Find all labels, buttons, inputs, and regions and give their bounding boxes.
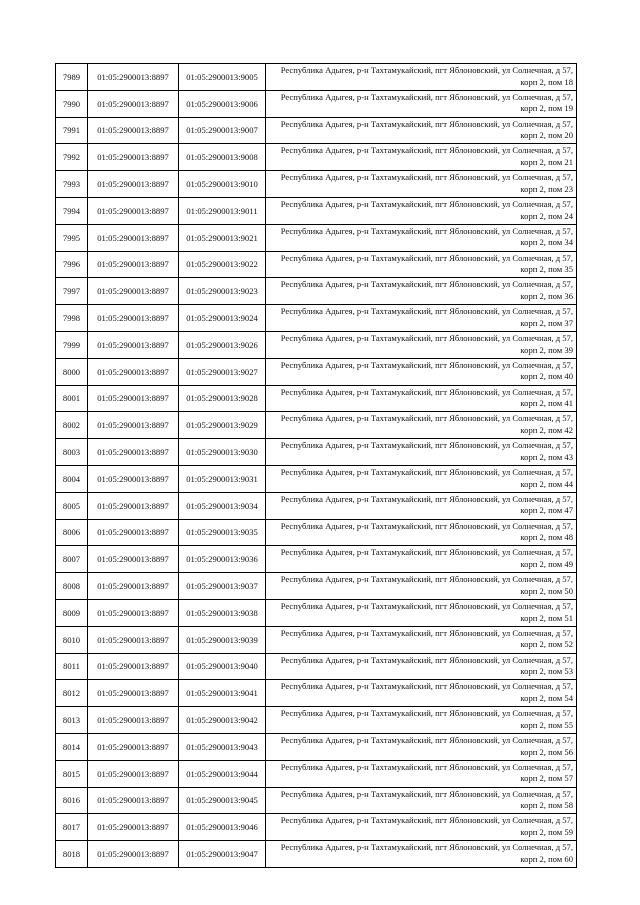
cadastral-number-cell: 01:05:2900013:9041 <box>179 680 266 707</box>
table-row <box>56 626 577 653</box>
cadastral-number-cell: 01:05:2900013:9044 <box>179 760 266 787</box>
parent-cadastral-number-cell: 01:05:2900013:8897 <box>88 760 179 787</box>
row-number-cell: 8006 <box>56 519 88 546</box>
address-cell: Республика Адыгея, р-н Тахтамукайский, пгт Яблоновский, ул Солнечная, д 57, корп 2, пом 24 <box>266 197 577 224</box>
address-cell: Республика Адыгея, р-н Тахтамукайский, пгт Яблоновский, ул Солнечная, д 57, корп 2, пом 41 <box>266 385 577 412</box>
row-number-cell: 8010 <box>56 626 88 653</box>
cadastral-number-cell: 01:05:2900013:9036 <box>179 546 266 573</box>
table-row <box>56 331 577 358</box>
table-row <box>56 760 577 787</box>
address-cell: Республика Адыгея, р-н Тахтамукайский, пгт Яблоновский, ул Солнечная, д 57, корп 2, пом 21 <box>266 144 577 171</box>
table-row <box>56 733 577 760</box>
row-number-cell: 8018 <box>56 841 88 868</box>
row-number-cell: 7997 <box>56 278 88 305</box>
cadastral-number-cell: 01:05:2900013:9046 <box>179 814 266 841</box>
table-row <box>56 546 577 573</box>
table-row <box>56 814 577 841</box>
table-row <box>56 519 577 546</box>
parent-cadastral-number-cell: 01:05:2900013:8897 <box>88 278 179 305</box>
parent-cadastral-number-cell: 01:05:2900013:8897 <box>88 412 179 439</box>
parent-cadastral-number-cell: 01:05:2900013:8897 <box>88 814 179 841</box>
address-cell: Республика Адыгея, р-н Тахтамукайский, пгт Яблоновский, ул Солнечная, д 57, корп 2, пом 49 <box>266 546 577 573</box>
row-number-cell: 8005 <box>56 492 88 519</box>
cadastral-number-cell: 01:05:2900013:9034 <box>179 492 266 519</box>
table-row <box>56 64 577 91</box>
cadastral-number-cell: 01:05:2900013:9043 <box>179 733 266 760</box>
table-row <box>56 251 577 278</box>
cadastral-number-cell: 01:05:2900013:9027 <box>179 358 266 385</box>
address-cell: Республика Адыгея, р-н Тахтамукайский, пгт Яблоновский, ул Солнечная, д 57, корп 2, пом 44 <box>266 465 577 492</box>
address-cell: Республика Адыгея, р-н Тахтамукайский, пгт Яблоновский, ул Солнечная, д 57, корп 2, пом 34 <box>266 224 577 251</box>
cadastral-number-cell: 01:05:2900013:9042 <box>179 707 266 734</box>
parent-cadastral-number-cell: 01:05:2900013:8897 <box>88 546 179 573</box>
cadastral-number-cell: 01:05:2900013:9022 <box>179 251 266 278</box>
address-cell: Республика Адыгея, р-н Тахтамукайский, пгт Яблоновский, ул Солнечная, д 57, корп 2, пом 53 <box>266 653 577 680</box>
parent-cadastral-number-cell: 01:05:2900013:8897 <box>88 626 179 653</box>
address-cell: Республика Адыгея, р-н Тахтамукайский, пгт Яблоновский, ул Солнечная, д 57, корп 2, пом 60 <box>266 841 577 868</box>
parent-cadastral-number-cell: 01:05:2900013:8897 <box>88 653 179 680</box>
cadastral-number-cell: 01:05:2900013:9008 <box>179 144 266 171</box>
address-cell: Республика Адыгея, р-н Тахтамукайский, пгт Яблоновский, ул Солнечная, д 57, корп 2, пом 37 <box>266 305 577 332</box>
row-number-cell: 7989 <box>56 64 88 91</box>
table-row <box>56 144 577 171</box>
row-number-cell: 8004 <box>56 465 88 492</box>
table-row <box>56 117 577 144</box>
row-number-cell: 8017 <box>56 814 88 841</box>
row-number-cell: 8013 <box>56 707 88 734</box>
address-cell: Республика Адыгея, р-н Тахтамукайский, пгт Яблоновский, ул Солнечная, д 57, корп 2, пом 18 <box>266 64 577 91</box>
cadastral-number-cell: 01:05:2900013:9030 <box>179 439 266 466</box>
table-row <box>56 278 577 305</box>
cadastral-number-cell: 01:05:2900013:9026 <box>179 331 266 358</box>
row-number-cell: 8002 <box>56 412 88 439</box>
parent-cadastral-number-cell: 01:05:2900013:8897 <box>88 599 179 626</box>
cadastral-number-cell: 01:05:2900013:9005 <box>179 64 266 91</box>
address-cell: Республика Адыгея, р-н Тахтамукайский, пгт Яблоновский, ул Солнечная, д 57, корп 2, пом 58 <box>266 787 577 814</box>
parent-cadastral-number-cell: 01:05:2900013:8897 <box>88 144 179 171</box>
address-cell: Республика Адыгея, р-н Тахтамукайский, пгт Яблоновский, ул Солнечная, д 57, корп 2, пом 50 <box>266 573 577 600</box>
parent-cadastral-number-cell: 01:05:2900013:8897 <box>88 64 179 91</box>
row-number-cell: 8000 <box>56 358 88 385</box>
row-number-cell: 8001 <box>56 385 88 412</box>
cadastral-number-cell: 01:05:2900013:9031 <box>179 465 266 492</box>
address-cell: Республика Адыгея, р-н Тахтамукайский, пгт Яблоновский, ул Солнечная, д 57, корп 2, пом 48 <box>266 519 577 546</box>
address-cell: Республика Адыгея, р-н Тахтамукайский, пгт Яблоновский, ул Солнечная, д 57, корп 2, пом 43 <box>266 439 577 466</box>
row-number-cell: 7999 <box>56 331 88 358</box>
parent-cadastral-number-cell: 01:05:2900013:8897 <box>88 465 179 492</box>
parent-cadastral-number-cell: 01:05:2900013:8897 <box>88 90 179 117</box>
parent-cadastral-number-cell: 01:05:2900013:8897 <box>88 251 179 278</box>
table-row <box>56 599 577 626</box>
address-cell: Республика Адыгея, р-н Тахтамукайский, пгт Яблоновский, ул Солнечная, д 57, корп 2, пом 52 <box>266 626 577 653</box>
address-cell: Республика Адыгея, р-н Тахтамукайский, пгт Яблоновский, ул Солнечная, д 57, корп 2, пом 51 <box>266 599 577 626</box>
cadastral-number-cell: 01:05:2900013:9024 <box>179 305 266 332</box>
table-row <box>56 653 577 680</box>
cadastral-number-cell: 01:05:2900013:9038 <box>179 599 266 626</box>
table-row <box>56 90 577 117</box>
cadastral-number-cell: 01:05:2900013:9011 <box>179 197 266 224</box>
cadastral-number-cell: 01:05:2900013:9021 <box>179 224 266 251</box>
table-row <box>56 305 577 332</box>
address-cell: Республика Адыгея, р-н Тахтамукайский, пгт Яблоновский, ул Солнечная, д 57, корп 2, пом 23 <box>266 171 577 198</box>
parent-cadastral-number-cell: 01:05:2900013:8897 <box>88 224 179 251</box>
row-number-cell: 7990 <box>56 90 88 117</box>
cadastral-number-cell: 01:05:2900013:9037 <box>179 573 266 600</box>
table-row <box>56 197 577 224</box>
row-number-cell: 7994 <box>56 197 88 224</box>
property-registry-table <box>55 63 577 868</box>
parent-cadastral-number-cell: 01:05:2900013:8897 <box>88 733 179 760</box>
parent-cadastral-number-cell: 01:05:2900013:8897 <box>88 680 179 707</box>
table-row <box>56 412 577 439</box>
address-cell: Республика Адыгея, р-н Тахтамукайский, пгт Яблоновский, ул Солнечная, д 57, корп 2, пом 57 <box>266 760 577 787</box>
table-row <box>56 358 577 385</box>
row-number-cell: 8009 <box>56 599 88 626</box>
parent-cadastral-number-cell: 01:05:2900013:8897 <box>88 519 179 546</box>
row-number-cell: 7992 <box>56 144 88 171</box>
row-number-cell: 8003 <box>56 439 88 466</box>
table-row <box>56 171 577 198</box>
parent-cadastral-number-cell: 01:05:2900013:8897 <box>88 197 179 224</box>
cadastral-number-cell: 01:05:2900013:9006 <box>179 90 266 117</box>
cadastral-number-cell: 01:05:2900013:9040 <box>179 653 266 680</box>
table-row <box>56 465 577 492</box>
address-cell: Республика Адыгея, р-н Тахтамукайский, пгт Яблоновский, ул Солнечная, д 57, корп 2, пом 36 <box>266 278 577 305</box>
address-cell: Республика Адыгея, р-н Тахтамукайский, пгт Яблоновский, ул Солнечная, д 57, корп 2, пом 56 <box>266 733 577 760</box>
table-row <box>56 224 577 251</box>
parent-cadastral-number-cell: 01:05:2900013:8897 <box>88 707 179 734</box>
registry-table-body <box>56 64 577 868</box>
table-row <box>56 680 577 707</box>
address-cell: Республика Адыгея, р-н Тахтамукайский, пгт Яблоновский, ул Солнечная, д 57, корп 2, пом 59 <box>266 814 577 841</box>
cadastral-number-cell: 01:05:2900013:9045 <box>179 787 266 814</box>
row-number-cell: 8012 <box>56 680 88 707</box>
table-row <box>56 841 577 868</box>
row-number-cell: 7991 <box>56 117 88 144</box>
row-number-cell: 8007 <box>56 546 88 573</box>
table-row <box>56 385 577 412</box>
parent-cadastral-number-cell: 01:05:2900013:8897 <box>88 358 179 385</box>
cadastral-number-cell: 01:05:2900013:9007 <box>179 117 266 144</box>
cadastral-number-cell: 01:05:2900013:9029 <box>179 412 266 439</box>
parent-cadastral-number-cell: 01:05:2900013:8897 <box>88 305 179 332</box>
parent-cadastral-number-cell: 01:05:2900013:8897 <box>88 331 179 358</box>
address-cell: Республика Адыгея, р-н Тахтамукайский, пгт Яблоновский, ул Солнечная, д 57, корп 2, пом 42 <box>266 412 577 439</box>
row-number-cell: 7996 <box>56 251 88 278</box>
parent-cadastral-number-cell: 01:05:2900013:8897 <box>88 439 179 466</box>
address-cell: Республика Адыгея, р-н Тахтамукайский, пгт Яблоновский, ул Солнечная, д 57, корп 2, пом 54 <box>266 680 577 707</box>
cadastral-number-cell: 01:05:2900013:9047 <box>179 841 266 868</box>
row-number-cell: 8015 <box>56 760 88 787</box>
parent-cadastral-number-cell: 01:05:2900013:8897 <box>88 492 179 519</box>
cadastral-number-cell: 01:05:2900013:9028 <box>179 385 266 412</box>
address-cell: Республика Адыгея, р-н Тахтамукайский, пгт Яблоновский, ул Солнечная, д 57, корп 2, пом 40 <box>266 358 577 385</box>
parent-cadastral-number-cell: 01:05:2900013:8897 <box>88 787 179 814</box>
parent-cadastral-number-cell: 01:05:2900013:8897 <box>88 385 179 412</box>
row-number-cell: 8008 <box>56 573 88 600</box>
table-row <box>56 787 577 814</box>
address-cell: Республика Адыгея, р-н Тахтамукайский, пгт Яблоновский, ул Солнечная, д 57, корп 2, пом 19 <box>266 90 577 117</box>
address-cell: Республика Адыгея, р-н Тахтамукайский, пгт Яблоновский, ул Солнечная, д 57, корп 2, пом 47 <box>266 492 577 519</box>
row-number-cell: 7998 <box>56 305 88 332</box>
address-cell: Республика Адыгея, р-н Тахтамукайский, пгт Яблоновский, ул Солнечная, д 57, корп 2, пом 55 <box>266 707 577 734</box>
cadastral-number-cell: 01:05:2900013:9010 <box>179 171 266 198</box>
cadastral-number-cell: 01:05:2900013:9039 <box>179 626 266 653</box>
table-row <box>56 707 577 734</box>
address-cell: Республика Адыгея, р-н Тахтамукайский, пгт Яблоновский, ул Солнечная, д 57, корп 2, пом 35 <box>266 251 577 278</box>
row-number-cell: 7993 <box>56 171 88 198</box>
address-cell: Республика Адыгея, р-н Тахтамукайский, пгт Яблоновский, ул Солнечная, д 57, корп 2, пом 39 <box>266 331 577 358</box>
cadastral-number-cell: 01:05:2900013:9035 <box>179 519 266 546</box>
parent-cadastral-number-cell: 01:05:2900013:8897 <box>88 841 179 868</box>
table-row <box>56 492 577 519</box>
address-cell: Республика Адыгея, р-н Тахтамукайский, пгт Яблоновский, ул Солнечная, д 57, корп 2, пом 20 <box>266 117 577 144</box>
parent-cadastral-number-cell: 01:05:2900013:8897 <box>88 117 179 144</box>
parent-cadastral-number-cell: 01:05:2900013:8897 <box>88 171 179 198</box>
row-number-cell: 8016 <box>56 787 88 814</box>
table-row <box>56 573 577 600</box>
table-row <box>56 439 577 466</box>
parent-cadastral-number-cell: 01:05:2900013:8897 <box>88 573 179 600</box>
cadastral-number-cell: 01:05:2900013:9023 <box>179 278 266 305</box>
row-number-cell: 8014 <box>56 733 88 760</box>
row-number-cell: 8011 <box>56 653 88 680</box>
row-number-cell: 7995 <box>56 224 88 251</box>
